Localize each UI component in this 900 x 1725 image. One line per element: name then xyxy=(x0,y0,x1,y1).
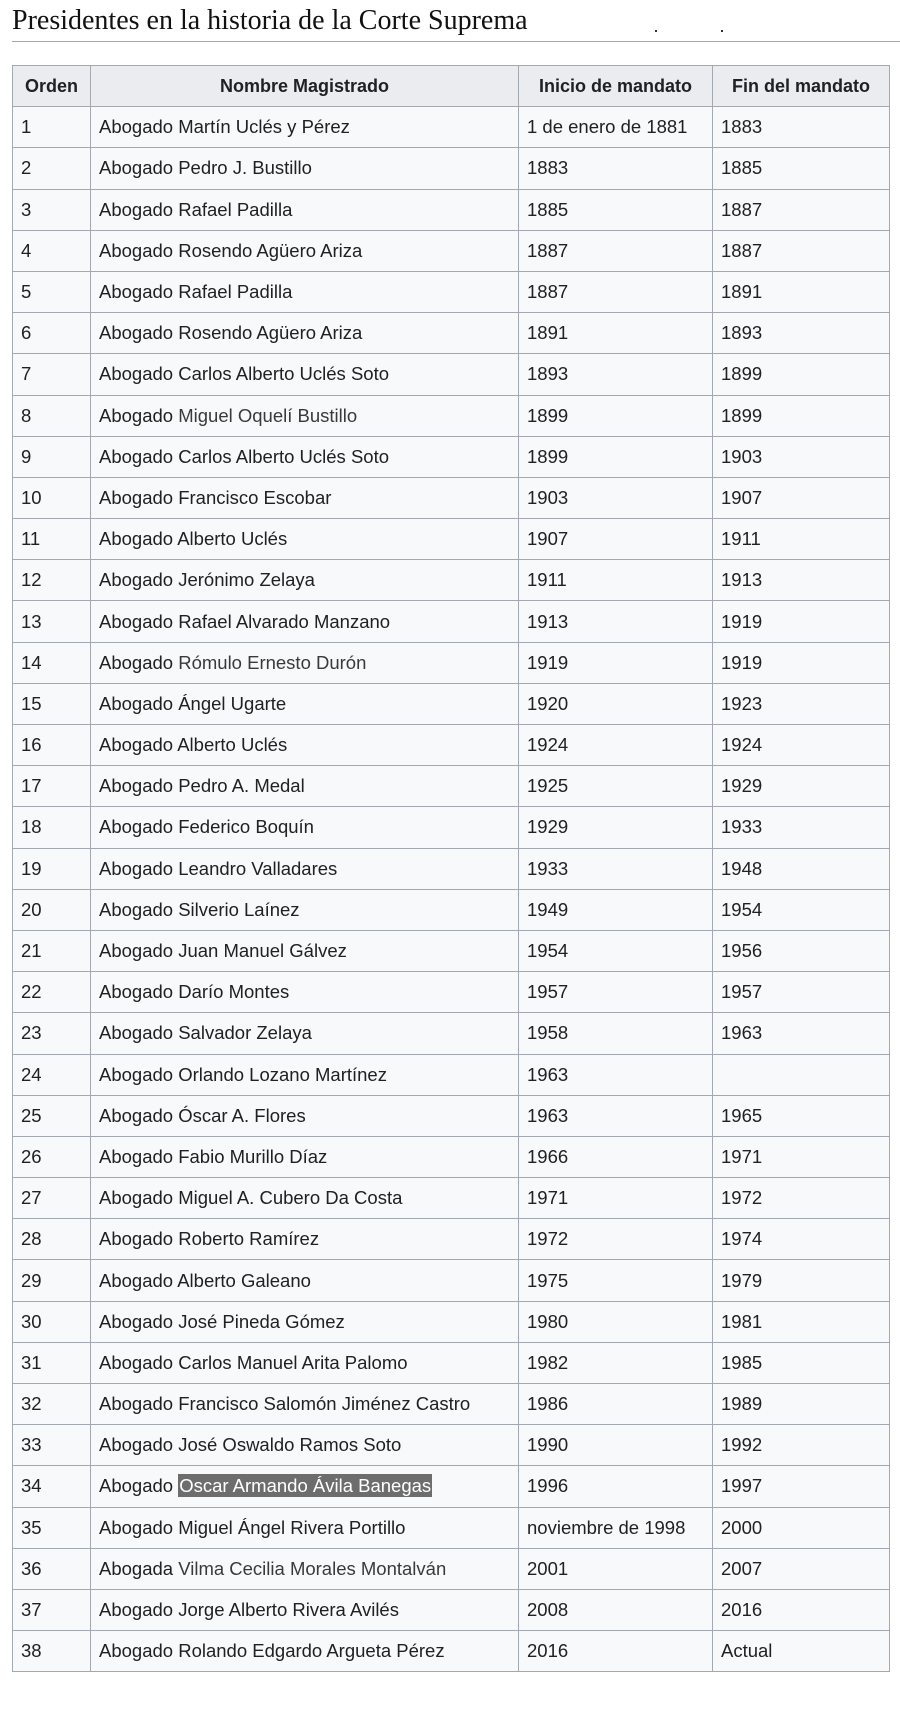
cell-fin: 1919 xyxy=(713,601,890,642)
edit-link-marker[interactable] xyxy=(655,30,657,32)
table-row xyxy=(13,519,890,560)
table-row xyxy=(13,436,890,477)
cell-fin: 1893 xyxy=(713,313,890,354)
honorific-label: Abogado xyxy=(99,281,174,303)
cell-fin: 1903 xyxy=(713,436,890,477)
cell-orden: 19 xyxy=(13,848,91,889)
magistrate-name-link[interactable]: Ángel Ugarte xyxy=(178,692,287,714)
cell-inicio: 1963 xyxy=(519,1054,713,1095)
honorific-label: Abogado xyxy=(99,1022,174,1044)
cell-orden: 32 xyxy=(13,1384,91,1425)
cell-inicio: 1885 xyxy=(519,189,713,230)
magistrate-name-link[interactable]: José Oswaldo Ramos Soto xyxy=(178,1434,402,1456)
cell-fin: 1963 xyxy=(713,1013,890,1054)
honorific-label: Abogado xyxy=(99,1475,174,1497)
cell-nombre xyxy=(91,1219,519,1260)
cell-inicio: 1924 xyxy=(519,725,713,766)
cell-nombre xyxy=(91,601,519,642)
cell-inicio: 2016 xyxy=(519,1631,713,1672)
cell-fin: 1971 xyxy=(713,1136,890,1177)
magistrate-name-link[interactable]: Carlos Alberto Uclés Soto xyxy=(178,445,390,467)
cell-fin: 1919 xyxy=(713,642,890,683)
cell-nombre xyxy=(91,1054,519,1095)
cell-orden: 21 xyxy=(13,930,91,971)
cell-fin: 1883 xyxy=(713,107,890,148)
cell-orden: 20 xyxy=(13,889,91,930)
cell-inicio: 1913 xyxy=(519,601,713,642)
honorific-label: Abogado xyxy=(99,1640,174,1662)
magistrate-name-link[interactable]: Rosendo Agüero Ariza xyxy=(178,322,363,344)
cell-orden: 13 xyxy=(13,601,91,642)
magistrate-name-link[interactable]: Carlos Alberto Uclés Soto xyxy=(178,363,390,385)
cell-inicio: 1971 xyxy=(519,1178,713,1219)
magistrate-name-link[interactable]: Roberto Ramírez xyxy=(178,1228,320,1250)
cell-nombre xyxy=(91,230,519,271)
magistrate-name-link[interactable]: Francisco Escobar xyxy=(178,486,332,508)
cell-inicio: 1933 xyxy=(519,848,713,889)
cell-orden: 7 xyxy=(13,354,91,395)
honorific-label: Abogado xyxy=(99,692,174,714)
magistrate-name-link[interactable]: Federico Boquín xyxy=(178,816,314,838)
magistrate-name-link[interactable]: Leandro Valladares xyxy=(178,857,338,879)
magistrate-name-link[interactable]: Rolando Edgardo Argueta Pérez xyxy=(178,1640,445,1662)
table-row xyxy=(13,601,890,642)
honorific-label: Abogado xyxy=(99,404,174,426)
table-row xyxy=(13,848,890,889)
cell-inicio: 1899 xyxy=(519,436,713,477)
honorific-label: Abogado xyxy=(99,816,174,838)
cell-fin: 1965 xyxy=(713,1095,890,1136)
cell-fin: 1885 xyxy=(713,148,890,189)
cell-nombre xyxy=(91,395,519,436)
cell-orden: 18 xyxy=(13,807,91,848)
cell-inicio: 1972 xyxy=(519,1219,713,1260)
honorific-label: Abogado xyxy=(99,610,174,632)
cell-nombre xyxy=(91,1589,519,1630)
cell-inicio: 1990 xyxy=(519,1425,713,1466)
cell-nombre xyxy=(91,1425,519,1466)
cell-nombre xyxy=(91,1466,519,1507)
honorific-label: Abogado xyxy=(99,157,174,179)
table-row xyxy=(13,889,890,930)
cell-inicio: 1966 xyxy=(519,1136,713,1177)
table-row xyxy=(13,1301,890,1342)
cell-fin: 1972 xyxy=(713,1178,890,1219)
honorific-label: Abogado xyxy=(99,981,174,1003)
cell-nombre xyxy=(91,1507,519,1548)
cell-inicio: 1982 xyxy=(519,1342,713,1383)
honorific-label: Abogado xyxy=(99,1145,174,1167)
cell-inicio: 1920 xyxy=(519,683,713,724)
table-row xyxy=(13,930,890,971)
cell-nombre xyxy=(91,1548,519,1589)
magistrate-name-link[interactable]: Rafael Padilla xyxy=(178,198,293,220)
honorific-label: Abogado xyxy=(99,116,174,138)
header-orden[interactable]: Orden xyxy=(13,66,91,107)
cell-nombre xyxy=(91,1342,519,1383)
cell-inicio: 1925 xyxy=(519,766,713,807)
honorific-label: Abogado xyxy=(99,322,174,344)
cell-orden: 11 xyxy=(13,519,91,560)
cell-inicio: 2001 xyxy=(519,1548,713,1589)
cell-inicio: 1887 xyxy=(519,271,713,312)
cell-nombre xyxy=(91,1631,519,1672)
cell-fin: 1985 xyxy=(713,1342,890,1383)
cell-nombre xyxy=(91,683,519,724)
cell-nombre xyxy=(91,1136,519,1177)
cell-inicio: 1911 xyxy=(519,560,713,601)
cell-fin: 1989 xyxy=(713,1384,890,1425)
cell-orden: 5 xyxy=(13,271,91,312)
cell-nombre xyxy=(91,972,519,1013)
header-inicio[interactable]: Inicio de mandato xyxy=(519,66,713,107)
cell-orden: 15 xyxy=(13,683,91,724)
table-row xyxy=(13,1548,890,1589)
magistrate-name-link[interactable]: Oscar Armando Ávila Banegas xyxy=(179,1475,432,1497)
honorific-label: Abogado xyxy=(99,734,174,756)
honorific-label: Abogado xyxy=(99,651,174,673)
cell-fin: 1911 xyxy=(713,519,890,560)
table-row xyxy=(13,395,890,436)
table-row xyxy=(13,1384,890,1425)
magistrate-name-link[interactable]: Fabio Murillo Díaz xyxy=(178,1145,328,1167)
cell-inicio: 1899 xyxy=(519,395,713,436)
honorific-label: Abogado xyxy=(99,775,174,797)
cell-fin: 1956 xyxy=(713,930,890,971)
cell-orden: 31 xyxy=(13,1342,91,1383)
cell-orden: 36 xyxy=(13,1548,91,1589)
cell-orden: 33 xyxy=(13,1425,91,1466)
cell-fin: Actual xyxy=(713,1631,890,1672)
cell-nombre xyxy=(91,313,519,354)
edit-link-marker[interactable] xyxy=(721,30,723,32)
table-row xyxy=(13,725,890,766)
table-row xyxy=(13,1136,890,1177)
cell-nombre xyxy=(91,1384,519,1425)
cell-orden: 22 xyxy=(13,972,91,1013)
honorific-label: Abogado xyxy=(99,1393,174,1415)
cell-inicio: 1907 xyxy=(519,519,713,560)
honorific-label: Abogado xyxy=(99,1228,174,1250)
cell-inicio: 1963 xyxy=(519,1095,713,1136)
magistrate-name-link[interactable]: Orlando Lozano Martínez xyxy=(178,1063,387,1085)
cell-nombre xyxy=(91,766,519,807)
cell-fin: 1887 xyxy=(713,230,890,271)
section-heading xyxy=(12,4,900,42)
table-row xyxy=(13,354,890,395)
magistrate-name-link[interactable]: Rómulo Ernesto Durón xyxy=(178,651,367,673)
cell-fin: 1924 xyxy=(713,725,890,766)
cell-inicio: 2008 xyxy=(519,1589,713,1630)
magistrate-name-link[interactable]: Carlos Manuel Arita Palomo xyxy=(178,1351,408,1373)
honorific-label: Abogado xyxy=(99,898,174,920)
honorific-label: Abogado xyxy=(99,1599,174,1621)
table-row xyxy=(13,1260,890,1301)
cell-fin: 1992 xyxy=(713,1425,890,1466)
magistrate-name-link[interactable]: Rosendo Agüero Ariza xyxy=(178,239,363,261)
cell-nombre xyxy=(91,107,519,148)
magistrate-name-link[interactable]: Vilma Cecilia Morales Montalván xyxy=(178,1557,447,1579)
cell-orden: 8 xyxy=(13,395,91,436)
cell-orden: 28 xyxy=(13,1219,91,1260)
cell-orden: 2 xyxy=(13,148,91,189)
table-row xyxy=(13,766,890,807)
magistrate-name-link[interactable]: Francisco Salomón Jiménez Castro xyxy=(178,1393,471,1415)
table-row xyxy=(13,1342,890,1383)
cell-inicio: 1903 xyxy=(519,477,713,518)
magistrate-name-link[interactable]: Miguel A. Cubero Da Costa xyxy=(178,1187,403,1209)
table-row xyxy=(13,1095,890,1136)
cell-nombre xyxy=(91,148,519,189)
cell-inicio: 1949 xyxy=(519,889,713,930)
cell-orden: 12 xyxy=(13,560,91,601)
cell-fin: 1907 xyxy=(713,477,890,518)
magistrate-name-link[interactable]: Pedro A. Medal xyxy=(178,775,305,797)
cell-orden: 37 xyxy=(13,1589,91,1630)
cell-fin: 1899 xyxy=(713,395,890,436)
table-header xyxy=(13,66,890,107)
magistrate-name-link[interactable]: Martín Uclés y Pérez xyxy=(178,116,350,138)
cell-inicio: 1958 xyxy=(519,1013,713,1054)
magistrate-name-link[interactable]: Juan Manuel Gálvez xyxy=(178,940,347,962)
cell-orden: 29 xyxy=(13,1260,91,1301)
cell-fin: 1933 xyxy=(713,807,890,848)
table-row xyxy=(13,1425,890,1466)
cell-orden: 34 xyxy=(13,1466,91,1507)
cell-fin: 1979 xyxy=(713,1260,890,1301)
cell-nombre xyxy=(91,807,519,848)
cell-fin: 1929 xyxy=(713,766,890,807)
cell-fin: 1981 xyxy=(713,1301,890,1342)
cell-inicio: 1883 xyxy=(519,148,713,189)
table-row xyxy=(13,683,890,724)
cell-fin: 1948 xyxy=(713,848,890,889)
cell-fin: 1913 xyxy=(713,560,890,601)
cell-fin: 1974 xyxy=(713,1219,890,1260)
cell-nombre xyxy=(91,930,519,971)
honorific-label: Abogado xyxy=(99,1434,174,1456)
cell-nombre xyxy=(91,1301,519,1342)
honorific-label: Abogado xyxy=(99,569,174,591)
table-row xyxy=(13,148,890,189)
cell-inicio: noviembre de 1998 xyxy=(519,1507,713,1548)
cell-orden: 16 xyxy=(13,725,91,766)
cell-inicio: 1919 xyxy=(519,642,713,683)
header-row xyxy=(13,66,890,107)
honorific-label: Abogado xyxy=(99,1516,174,1538)
cell-fin: 2000 xyxy=(713,1507,890,1548)
cell-fin xyxy=(713,1054,890,1095)
magistrate-name-link[interactable]: Alberto Uclés xyxy=(177,734,288,756)
magistrate-name-link[interactable]: Silverio Laínez xyxy=(178,898,300,920)
cell-nombre xyxy=(91,848,519,889)
cell-nombre xyxy=(91,1013,519,1054)
cell-orden: 3 xyxy=(13,189,91,230)
table-row xyxy=(13,1631,890,1672)
presidents-table xyxy=(12,65,890,1672)
cell-orden: 27 xyxy=(13,1178,91,1219)
magistrate-name-link[interactable]: Jorge Alberto Rivera Avilés xyxy=(178,1599,399,1621)
cell-orden: 10 xyxy=(13,477,91,518)
cell-orden: 17 xyxy=(13,766,91,807)
table-row xyxy=(13,560,890,601)
honorific-label: Abogado xyxy=(99,857,174,879)
cell-inicio: 1893 xyxy=(519,354,713,395)
honorific-label: Abogado xyxy=(99,1104,174,1126)
cell-nombre xyxy=(91,271,519,312)
table-row xyxy=(13,230,890,271)
table-row xyxy=(13,1013,890,1054)
cell-fin: 2007 xyxy=(713,1548,890,1589)
cell-nombre xyxy=(91,1095,519,1136)
honorific-label: Abogado xyxy=(99,1063,174,1085)
cell-inicio: 1957 xyxy=(519,972,713,1013)
magistrate-name-link[interactable]: Óscar A. Flores xyxy=(178,1104,306,1126)
honorific-label: Abogado xyxy=(99,1351,174,1373)
cell-inicio: 1980 xyxy=(519,1301,713,1342)
cell-orden: 24 xyxy=(13,1054,91,1095)
honorific-label: Abogado xyxy=(99,528,174,550)
magistrate-name-link[interactable]: Pedro J. Bustillo xyxy=(178,157,312,179)
section-title: Presidentes en la historia de la Corte Suprema xyxy=(12,5,528,36)
magistrate-name-link[interactable]: José Pineda Gómez xyxy=(178,1310,345,1332)
magistrate-name-link[interactable]: Miguel Oquelí Bustillo xyxy=(178,404,358,426)
table-row xyxy=(13,1466,890,1507)
magistrate-name-link[interactable]: Alberto Uclés xyxy=(177,528,288,550)
honorific-label: Abogado xyxy=(99,198,174,220)
cell-orden: 26 xyxy=(13,1136,91,1177)
cell-orden: 30 xyxy=(13,1301,91,1342)
cell-fin: 1923 xyxy=(713,683,890,724)
table-row xyxy=(13,1589,890,1630)
cell-nombre xyxy=(91,1178,519,1219)
honorific-label: Abogado xyxy=(99,486,174,508)
cell-orden: 6 xyxy=(13,313,91,354)
cell-orden: 1 xyxy=(13,107,91,148)
honorific-label: Abogado xyxy=(99,940,174,962)
honorific-label: Abogado xyxy=(99,1187,174,1209)
table-row xyxy=(13,807,890,848)
cell-nombre xyxy=(91,519,519,560)
table-body xyxy=(13,107,890,1672)
table-row xyxy=(13,972,890,1013)
magistrate-name-link[interactable]: Alberto Galeano xyxy=(177,1269,311,1291)
cell-fin: 1954 xyxy=(713,889,890,930)
header-nombre[interactable]: Nombre Magistrado xyxy=(91,66,519,107)
magistrate-name-link[interactable]: Salvador Zelaya xyxy=(178,1022,312,1044)
cell-orden: 4 xyxy=(13,230,91,271)
cell-fin: 2016 xyxy=(713,1589,890,1630)
table-row xyxy=(13,642,890,683)
cell-inicio: 1975 xyxy=(519,1260,713,1301)
cell-inicio: 1 de enero de 1881 xyxy=(519,107,713,148)
cell-nombre xyxy=(91,354,519,395)
cell-orden: 23 xyxy=(13,1013,91,1054)
cell-fin: 1887 xyxy=(713,189,890,230)
table-row xyxy=(13,1219,890,1260)
cell-fin: 1891 xyxy=(713,271,890,312)
table-row xyxy=(13,271,890,312)
cell-fin: 1997 xyxy=(713,1466,890,1507)
honorific-label: Abogado xyxy=(99,363,174,385)
table-row xyxy=(13,1054,890,1095)
table-row xyxy=(13,313,890,354)
cell-inicio: 1986 xyxy=(519,1384,713,1425)
header-fin[interactable]: Fin del mandato xyxy=(713,66,890,107)
table-row xyxy=(13,477,890,518)
cell-nombre xyxy=(91,889,519,930)
table-row xyxy=(13,1178,890,1219)
cell-nombre xyxy=(91,436,519,477)
cell-fin: 1957 xyxy=(713,972,890,1013)
table-row xyxy=(13,189,890,230)
cell-inicio: 1929 xyxy=(519,807,713,848)
cell-orden: 35 xyxy=(13,1507,91,1548)
honorific-label: Abogado xyxy=(99,1310,174,1332)
honorific-label: Abogado xyxy=(99,1269,174,1291)
magistrate-name-link[interactable]: Darío Montes xyxy=(178,981,290,1003)
magistrate-name-link[interactable]: Jerónimo Zelaya xyxy=(178,569,315,591)
cell-fin: 1899 xyxy=(713,354,890,395)
table-row xyxy=(13,1507,890,1548)
cell-nombre xyxy=(91,560,519,601)
cell-nombre xyxy=(91,1260,519,1301)
cell-inicio: 1887 xyxy=(519,230,713,271)
cell-inicio: 1891 xyxy=(519,313,713,354)
cell-nombre xyxy=(91,725,519,766)
cell-orden: 38 xyxy=(13,1631,91,1672)
cell-inicio: 1996 xyxy=(519,1466,713,1507)
magistrate-name-link[interactable]: Rafael Padilla xyxy=(178,281,293,303)
magistrate-name-link[interactable]: Miguel Ángel Rivera Portillo xyxy=(178,1516,406,1538)
table-row xyxy=(13,107,890,148)
honorific-label: Abogada xyxy=(99,1557,174,1579)
cell-inicio: 1954 xyxy=(519,930,713,971)
honorific-label: Abogado xyxy=(99,239,174,261)
cell-nombre xyxy=(91,642,519,683)
cell-nombre xyxy=(91,477,519,518)
honorific-label: Abogado xyxy=(99,445,174,467)
cell-orden: 14 xyxy=(13,642,91,683)
cell-orden: 25 xyxy=(13,1095,91,1136)
cell-nombre xyxy=(91,189,519,230)
cell-orden: 9 xyxy=(13,436,91,477)
magistrate-name-link[interactable]: Rafael Alvarado Manzano xyxy=(178,610,391,632)
